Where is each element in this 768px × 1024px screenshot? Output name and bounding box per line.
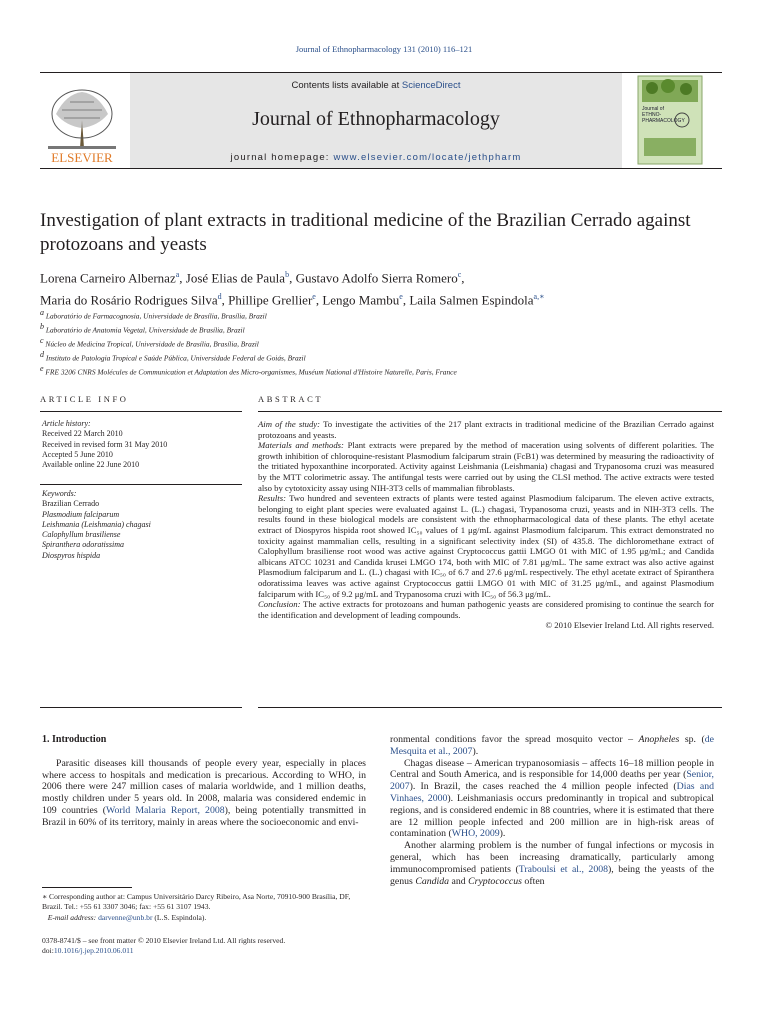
paragraph-text: Anopheles: [638, 734, 680, 745]
paragraph-text: often: [521, 875, 545, 887]
paragraph-text: Parasitic diseases kill thousands of people every year, especially in places where access to hospitals and medication is precarious. According to WHO, in 2006 there were 247 million cases of malaria worldwide, and 1 million deaths, mostly children under 5 years old. In 2008, malaria was considered endemic in 109 countries (: [42, 757, 366, 816]
corresponding-author-text: ∗ Corresponding author at: Campus Universitário Darcy Ribeiro, Asa Norte, 70910-900 Brasília, DF, Brazil. Tel.: +55 61 3307 3046; fax: +55 61 3107 1943.: [42, 892, 351, 912]
paragraph-text: ), being the yeasts of the genus: [390, 863, 714, 887]
contents-line: [130, 80, 622, 91]
masthead-bottom-rule: [40, 168, 722, 169]
journal-homepage-line: [130, 152, 622, 163]
author-affiliation-mark[interactable]: a: [175, 270, 180, 279]
abstract-methods: [258, 440, 714, 493]
author-separator: ,: [315, 292, 323, 308]
body-paragraph: [390, 734, 714, 758]
affiliation-item: [40, 364, 730, 378]
keyword-item: Diospyros hispida: [42, 550, 101, 560]
elsevier-tree-icon: [48, 90, 116, 149]
reference-link[interactable]: World Malaria Report, 2008: [106, 804, 225, 816]
journal-title: Journal of Ethnopharmacology: [252, 108, 500, 130]
section-heading-introduction: 1. Introduction: [42, 734, 107, 745]
abstract-results: [258, 493, 714, 599]
paragraph-text: ).: [472, 745, 479, 757]
paragraph-text: Cryptococcus: [468, 875, 522, 887]
email-label: E-mail address:: [47, 912, 97, 922]
affiliation-item: [40, 350, 730, 364]
keywords: [42, 489, 240, 561]
affiliation-mark: e: [40, 364, 44, 374]
journal-citation[interactable]: Journal of Ethnopharmacology 131 (2010) 116–121: [295, 44, 473, 54]
author-list: [40, 265, 730, 310]
reference-link[interactable]: Senior, 2007: [390, 769, 714, 793]
keyword-item: Plasmodium falciparum: [42, 509, 120, 519]
aim-label: Aim of the study:: [258, 419, 321, 429]
author-name: Lorena Carneiro Albernaz: [40, 270, 176, 286]
affiliation-text: Instituto de Patologia Tropical e Saúde Pública, Universidade Federal de Goiás, Brazil: [45, 353, 306, 363]
author-name: José Elias de Paula: [185, 270, 286, 286]
author-affiliation-mark[interactable]: a,∗: [533, 292, 545, 302]
methods-label: Materials and methods:: [258, 440, 344, 451]
author-separator: ,: [289, 270, 296, 286]
homepage-prefix: journal homepage:: [230, 152, 334, 163]
history-item: Accepted 5 June 2010: [42, 449, 113, 459]
keyword-item: Brazilian Cerrado: [42, 499, 100, 509]
history-item: Available online 22 June 2010: [42, 460, 140, 470]
cover-title: Journal of ETHNO-PHARMACOLOGY: [642, 106, 685, 124]
history-item: Received 22 March 2010: [42, 429, 123, 439]
history-label: Article history:: [42, 419, 91, 428]
affiliation-text: Laboratório de Anatomia Vegetal, Universidade de Brasília, Brazil: [45, 325, 245, 335]
paragraph-text: ronmental conditions favor the spread mosquito vector –: [390, 734, 639, 745]
author-separator: ,: [179, 270, 186, 286]
paragraph-text: sp. (: [679, 734, 705, 745]
elsevier-wordmark: ELSEVIER: [51, 150, 113, 165]
author-affiliation-mark[interactable]: c: [457, 270, 462, 279]
body-paragraph: [390, 840, 714, 887]
paragraph-text: Chagas disease – American trypanosomiasis – affects 16–18 million people in Central and South America, and is responsible for 14,000 deaths per year (: [390, 757, 714, 781]
elsevier-logo[interactable]: [40, 80, 124, 166]
conclusion-text: The active extracts for protozoans and human pathogenic yeasts are considered promising to continue the search for the identification and development of leading compounds.: [258, 599, 715, 620]
body-paragraph: [390, 758, 714, 841]
author-separator: ,: [402, 292, 410, 308]
affiliation-item: [40, 336, 730, 350]
abstract-aim: [258, 419, 714, 440]
reference-link[interactable]: Dias and Vinhaes, 2000: [390, 781, 714, 804]
corresponding-author-footnote: [42, 892, 372, 923]
body-column-left: [42, 734, 366, 829]
abstract-conclusion: [258, 599, 714, 620]
affiliation-text: Núcleo de Medicina Tropical, Universidade de Brasília, Brasília, Brazil: [45, 339, 259, 349]
abstract-bottom-rule: [258, 707, 722, 708]
keyword-item: Spiranthera odoratissima: [42, 540, 125, 550]
article-info-rule: [40, 411, 242, 412]
affiliation-mark: c: [40, 336, 44, 346]
affiliation-item: [40, 322, 730, 336]
doi-label: doi:: [42, 946, 54, 956]
journal-cover-thumbnail[interactable]: [638, 76, 702, 164]
abstract-rule: [258, 411, 722, 412]
results-label: Results:: [258, 493, 286, 504]
author-affiliation-mark[interactable]: b: [285, 270, 290, 279]
paragraph-text: ), being potentially transmitted in Brazil in 60% of its territory, mainly in areas where the socioeconomic and envi-: [42, 804, 366, 828]
author-affiliation-mark[interactable]: e: [399, 292, 403, 302]
author-affiliation-mark[interactable]: d: [217, 292, 222, 302]
author-separator: ,: [221, 292, 229, 308]
issn-line: 0378-8741/$ – see front matter © 2010 Elsevier Ireland Ltd. All rights reserved.: [42, 936, 286, 945]
conclusion-label: Conclusion:: [258, 599, 301, 610]
email-link[interactable]: darvenne@unb.br: [98, 912, 153, 922]
author-affiliation-mark[interactable]: e: [312, 292, 316, 302]
author-separator: ,: [461, 270, 465, 286]
affiliation-mark: d: [40, 350, 44, 360]
affiliation-text: Laboratório de Farmacognosia, Universidade de Brasília, Brasília, Brazil: [45, 311, 267, 321]
article-title: Investigation of plant extracts in traditional medicine of the Brazilian Cerrado against protozoans and yeasts: [40, 210, 691, 255]
reference-link[interactable]: Traboulsi et al., 2008: [518, 863, 609, 875]
keywords-rule: [40, 484, 242, 485]
paragraph-text: Candida: [415, 875, 450, 887]
email-tail: (L.S. Espindola).: [152, 912, 207, 922]
keyword-item: Leishmania (Leishmania) chagasi: [42, 519, 151, 529]
affiliation-list: [40, 308, 730, 378]
paragraph-text: and: [449, 875, 469, 887]
affiliation-item: [40, 308, 730, 322]
abstract-body: [258, 419, 714, 631]
author-name: Gustavo Adolfo Sierra Romero: [295, 270, 458, 286]
copyright-notice: © 2010 Elsevier Ireland Ltd. All rights reserved.: [545, 620, 714, 631]
doi-link[interactable]: 10.1016/j.jep.2010.06.011: [53, 946, 134, 956]
paragraph-text: Another alarming problem is the number of fungal infections or mycosis in general, which has been increasing dramatically, particularly among immunocompromised patients (: [390, 840, 714, 875]
abstract-heading: ABSTRACT: [258, 394, 324, 404]
front-matter: [42, 936, 372, 957]
body-column-right: [390, 734, 714, 887]
author-name: Phillipe Grellier: [228, 292, 313, 308]
sciencedirect-link[interactable]: ScienceDirect: [401, 80, 461, 91]
reference-link[interactable]: WHO, 2009: [451, 828, 500, 840]
article-history: [42, 419, 240, 470]
paragraph-text: ).: [499, 828, 506, 840]
affiliation-mark: b: [40, 322, 44, 332]
history-item: Received in revised form 31 May 2010: [42, 439, 168, 449]
article-info-heading: ARTICLE INFO: [40, 394, 129, 404]
email-line: [42, 913, 372, 923]
paragraph-text: ). Leishmaniasis occurs predominantly in tropical and subtropical regions, and is considered endemic in 88 countries, where it is estimated that there are 12 million people infected and 200 million are in high-risk areas of contamination (: [390, 792, 714, 840]
journal-homepage-link[interactable]: www.elsevier.com/locate/jethpharm: [333, 152, 522, 163]
author-name: Maria do Rosário Rodrigues Silva: [40, 292, 218, 308]
author-name: Laila Salmen Espindola: [409, 292, 534, 308]
affiliation-mark: a: [40, 308, 44, 317]
contents-prefix: Contents lists available at: [291, 80, 402, 91]
author-name: Lengo Mambu: [322, 292, 400, 308]
paragraph-text: ). In Brazil, the cases reached the 4 million people infected (: [409, 781, 677, 793]
keyword-item: Calophyllum brasiliense: [42, 530, 121, 540]
results-text: Two hundred and seventeen extracts of plants were tested against Plasmodium falciparum. The eleven active extracts, belonging to eight plant species were evaluated against L. (L.) chagasi, Trypanosoma cruzi, yeasts and in NIH-3T3 cells. The results found in these biological models are consistent with the ethnopharmacological data of these plants. The ethyl acetate extract of Diospyros hispida root showed IC₅₀ values of 1 μg/mL against Plasmodium falciparum. This extract demonstrated no toxicity against mammalian cells, resulting in a significant selectivity index (SI) of 435.8. The dichloromethane extract of Calophyllum brasiliense root wood was active against Cryptococcus gattii LMGO 01 with MIC of 1.95 μg/mL; and Candida albicans ATCC 10231 and Candida krusei LMGO 174, both with MIC of 7.81 μg/mL. The same extract was also active against Plasmodium falciparum and L. (L.) chagasi with IC₅₀ of 6.7 and 27.6 μg/mL respectively. The ethyl acetate extract of Spiranthera odoratissima leaves was active against Cryptococcus gattii LMGO 01 with MIC of 31.25 μg/mL, and against Plasmodium falciparum with IC₅₀ of 9.2 μg/mL and Trypanosoma cruzi with IC₅₀ of 56.3 μg/mL.: [258, 493, 715, 599]
aim-text: To investigate the activities of the 217 plant extracts in traditional medicine of the Brazilian Cerrado against protozoans and yeasts.: [258, 419, 714, 440]
affiliation-text: FRE 3206 CNRS Molécules de Communication et Adaptation des Micro-organismes, Muséum National d'Histoire Naturelle, Paris, France: [45, 367, 457, 377]
intro-paragraph: [42, 758, 366, 829]
keywords-label: Keywords:: [42, 489, 77, 498]
doi-line: [42, 946, 372, 956]
footnote-rule: [42, 887, 132, 888]
methods-text: Plant extracts were prepared by the method of maceration using solvents of different polarities. The growth inhibition of chloroquine-resistant Plasmodium falciparum strain (FcB1) was determined by measuring the radioactivity of the tritiated hypoxanthine incorporated. Activity against Leishmania (Leishmania) chagasi and Trypanosoma cruzi was measured by the MTT colorimetric assay. The antifungal tests were carried out by using the CLSI method. The active extracts were tested also by cytotoxicity assay using NIH-3T3 cells of mammalian fibroblasts.: [258, 440, 714, 493]
reference-link[interactable]: de Mesquita et al., 2007: [390, 734, 714, 757]
article-info-bottom-rule: [40, 707, 242, 708]
